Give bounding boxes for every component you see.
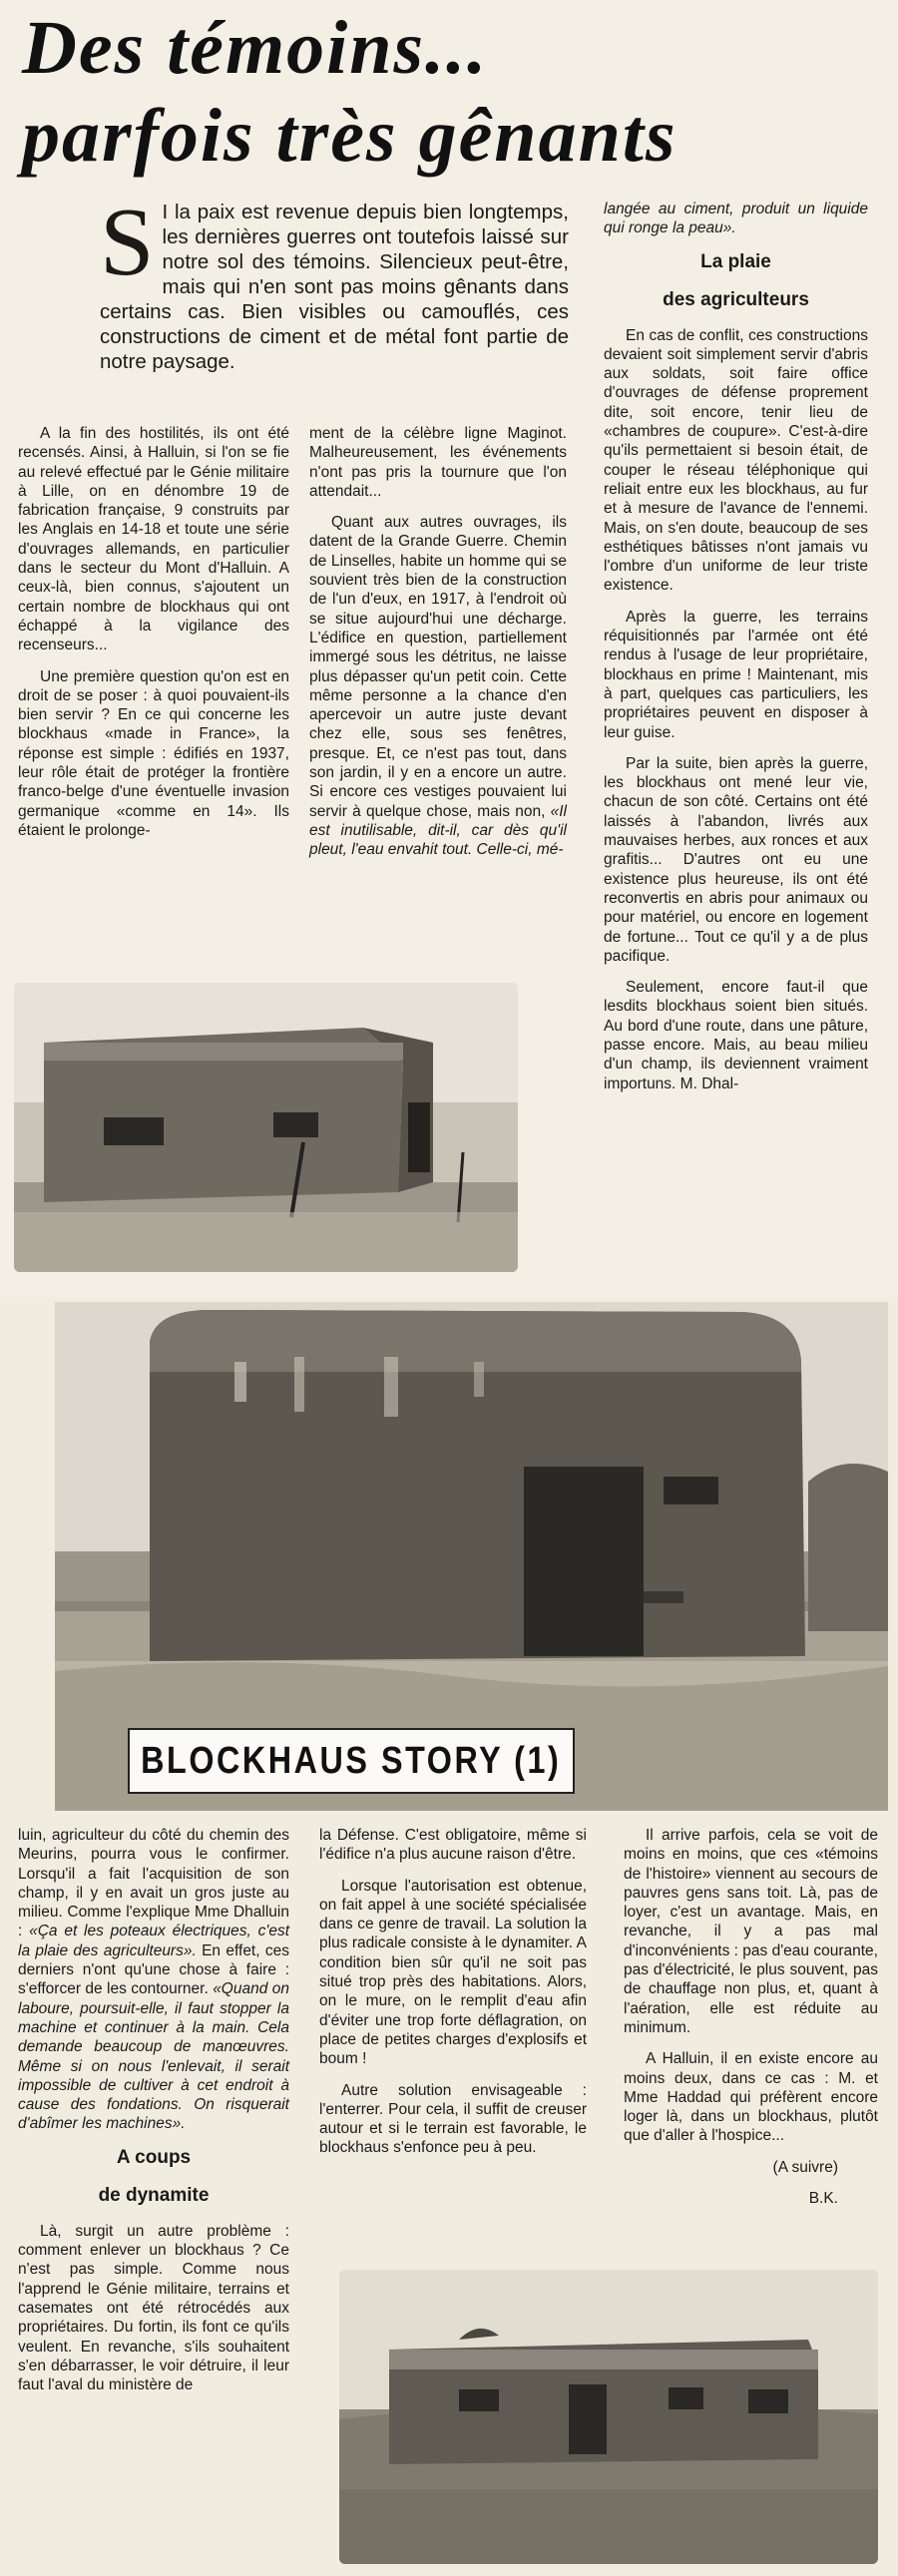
series-banner bbox=[128, 1728, 575, 1794]
photo-blockhaus-3 bbox=[339, 2270, 878, 2564]
col4-paragraph-2: Là, surgit un autre problème : comment enlever un blockhaus ? Ce n'est pas simple. Comme nous l'apprend le Génie militaire, terrains et casemates ont été rétrocédés aux propriétaires. Du fortin, ils font ce qu'ils veulent. En revanche, s'ils souhaitent s'en débarrasser, le voir détruire, il leur faut l'aval du ministère de bbox=[18, 2222, 289, 2394]
col3-paragraph-4: Seulement, encore faut-il que lesdits blockhaus soient bien situés. Au bord d'une route, dans une pâture, passe encore. Mais, au beau milieu d'un champ, ils deviennent vraiment importuns. M. Dhal- bbox=[604, 979, 868, 1092]
to-be-continued: (A suivre) bbox=[772, 2158, 838, 2176]
col4-subhead bbox=[18, 2146, 289, 2208]
article-headline bbox=[22, 4, 880, 180]
col4-text-b: En effet, ces derniers n'ont qu'une chose à faire : s'efforcer de les contourner. bbox=[18, 1941, 289, 1998]
col2-paragraph-2-text: Quant aux autres ouvrages, ils datent de la Grande Guerre. Chemin de Linselles, habite un homme qui se souvient très bien de la construction de l'un d'eux, en 1917, à l'endroit où se situe aujourd'hui une décharge. L'édifice en question, partiellement immergé sous les détritus, ne laisse plus dépasser qu'un petit coin. Cette même personne a la chance d'en apercevoir un autre juste devant chez elle, sous ses fenêtres, presque. Et, ce n'est pas tout, dans son jardin, il y en a encore un autre. Si encore ces vestiges pouvaient lui servir à quelque chose, mais non, bbox=[309, 514, 567, 820]
col6-paragraph-2: A Halluin, il en existe encore au moins deux, dans ce cas : M. et Mme Haddad qui préfèrent encore loger là, dans un blockhaus, plutôt que d'aller à l'hospice... bbox=[624, 2050, 878, 2145]
column-2 bbox=[309, 424, 567, 872]
column-4 bbox=[18, 1826, 289, 2406]
headline-line-2: parfois très gênants bbox=[22, 94, 677, 178]
column-6 bbox=[624, 1826, 878, 2220]
col5-paragraph-2: Lorsque l'autorisation est obtenue, on fait appel à une société spécialisée dans ce genre de travail. La solution la plus radicale consiste à le dynamiter. A condition bien sûr qu'il ne soit pas situé trop près des habitations. Alors, on le mure, on le remplit d'eau afin d'éviter une trop forte déflagration, on place de petites charges d'explosifs et boum ! bbox=[319, 1877, 587, 2068]
col5-paragraph-3: Autre solution envisageable : l'enterrer. Pour cela, il suffit de creuser autour et si le terrain est favorable, le blockhaus s'enfonce peu à peu. bbox=[319, 2081, 587, 2157]
col4-quote-a: «Ça et les poteaux électriques, c'est la plaie des agriculteurs». bbox=[18, 1923, 290, 1959]
col3-subhead-line-2: des agriculteurs bbox=[663, 288, 809, 310]
author-initials: B.K. bbox=[808, 2190, 838, 2208]
col4-subhead-line-1: A coups bbox=[116, 2146, 192, 2168]
photo-blockhaus-1 bbox=[14, 983, 518, 1272]
series-banner-text: BLOCKHAUS STORY (1) bbox=[141, 1739, 562, 1782]
col2-paragraph-2 bbox=[309, 513, 567, 859]
col4-quote-b: «Quand on laboure, poursuit-elle, il faut stopper la machine et continuer à la main. Cela demande beaucoup de manœuvres. Même si on nous l'enlevait, il serait impossible de cultiver à cet endroit à cause des fondations. On risquerait d'abîmer les machines». bbox=[18, 1980, 289, 2133]
drop-cap: S bbox=[100, 189, 155, 296]
col3-subhead bbox=[604, 250, 868, 312]
article-lede bbox=[100, 189, 569, 374]
col5-paragraph-1: la Défense. C'est obligatoire, même si l'édifice n'a plus aucune raison d'être. bbox=[319, 1827, 587, 1864]
col4-subhead-line-2: de dynamite bbox=[98, 2184, 210, 2206]
col2-quote: «Il est inutilisable, dit-il, car dès qu'il pleut, l'eau envahit tout. Celle-ci, mé- bbox=[309, 802, 567, 859]
col3-paragraph-3: Par la suite, bien après la guerre, les blockhaus ont mené leur vie, chacun de son côté. Certains ont été laissés à l'abandon, livrés aux mauvaises herbes, aux ronces et aux grafitis... D'autres ont eu une existence plus heureuse, ils ont été reconvertis en abris pour animaux ou pour matériel, ou encore en logement de fortune... Tout ce qu'il y a de plus pacifique. bbox=[604, 754, 868, 965]
col4-text-a: luin, agriculteur du côté du chemin des Meurins, pourra vous le confirmer. Lorsqu'il a fait l'acquisition de son champ, il y en avait un gros juste au milieu. Comme l'explique Mme Dhalluin : bbox=[18, 1827, 289, 1940]
column-1 bbox=[18, 424, 289, 852]
col3-paragraph-0 bbox=[604, 200, 868, 238]
col1-paragraph-1: A la fin des hostilités, ils ont été recensés. Ainsi, à Halluin, si l'on se fie au relevé effectué par le Génie militaire à Lille, on en dénombre 19 de fabrication française, 9 construits par les Anglais en 14-18 et toute une série d'ouvrages allemands, en particulier dans le secteur du Mont d'Halluin. A ceux-là, bien connus, s'ajoutent un certain nombre de blockhaus qui ont échappé à la vigilance des recenseurs... bbox=[18, 425, 289, 654]
lede-text: I la paix est revenue depuis bien longtemps, les dernières guerres ont toutefois laissé sur notre sol des témoins. Silencieux peut-être, mais qui n'en sont pas moins gênants dans certains cas. Bien visibles ou camouflés, ces constructions de ciment et de métal font partie de notre paysage. bbox=[100, 201, 569, 373]
column-3 bbox=[604, 200, 868, 1105]
col3-subhead-line-1: La plaie bbox=[700, 250, 771, 272]
col6-paragraph-1: Il arrive parfois, cela se voit de moins en moins, que ces «témoins de l'histoire» viennent au secours de pauvres gens sans toit. Là, pas de loyer, c'est un avantage. Mais, en revanche, il y a pas mal d'inconvénients : pas d'eau courante, pas d'électricité, le plus souvent, pas de chauffage non plus, et, quant à l'aération, elle est réduite au minimum. bbox=[624, 1827, 878, 2036]
col3-paragraph-1: En cas de conflit, ces constructions devaient soit simplement servir d'abris aux soldats, soit faire office d'ouvrages de défense proprement dite, soit encore, tenir lieu de «chambres de coupure». C'est-à-dire qu'ils permettaient si besoin était, de couper le réseau téléphonique qui reliait entre eux les blockhaus, au fur et à mesure de l'avance de l'ennemi. Mais, on s'en doute, beaucoup de ses esthétiques bâtisses n'ont jamais vu l'ombre d'un uniforme de leur triste existence. bbox=[604, 326, 868, 595]
column-5 bbox=[319, 1826, 587, 2170]
col3-quote-end: langée au ciment, produit un liquide qui ronge la peau». bbox=[604, 201, 868, 237]
col1-paragraph-2: Une première question qu'on est en droit de se poser : à quoi pouvaient-ils bien servir ? En ce qui concerne les blockhaus «made in France», la réponse est simple : édifiés en 1937, leur rôle était de protéger la frontière franco-belge d'une éventuelle invasion germanique «comme en 14». Ils étaient le prolonge- bbox=[18, 667, 289, 839]
col3-paragraph-2: Après la guerre, les terrains réquisitionnés par l'armée ont été rendus à l'usage de leur propriétaire, blockhaus en prime ! Maintenant, mis à part, quelques cas particuliers, les propriétaires peuvent en disposer à leur guise. bbox=[604, 608, 868, 741]
headline-line-1: Des témoins... bbox=[22, 6, 489, 90]
col2-paragraph-1: ment de la célèbre ligne Maginot. Malheureusement, les événements n'ont pas pris la tournure que l'on attendait... bbox=[309, 425, 567, 500]
col4-paragraph-1 bbox=[18, 1826, 289, 2134]
